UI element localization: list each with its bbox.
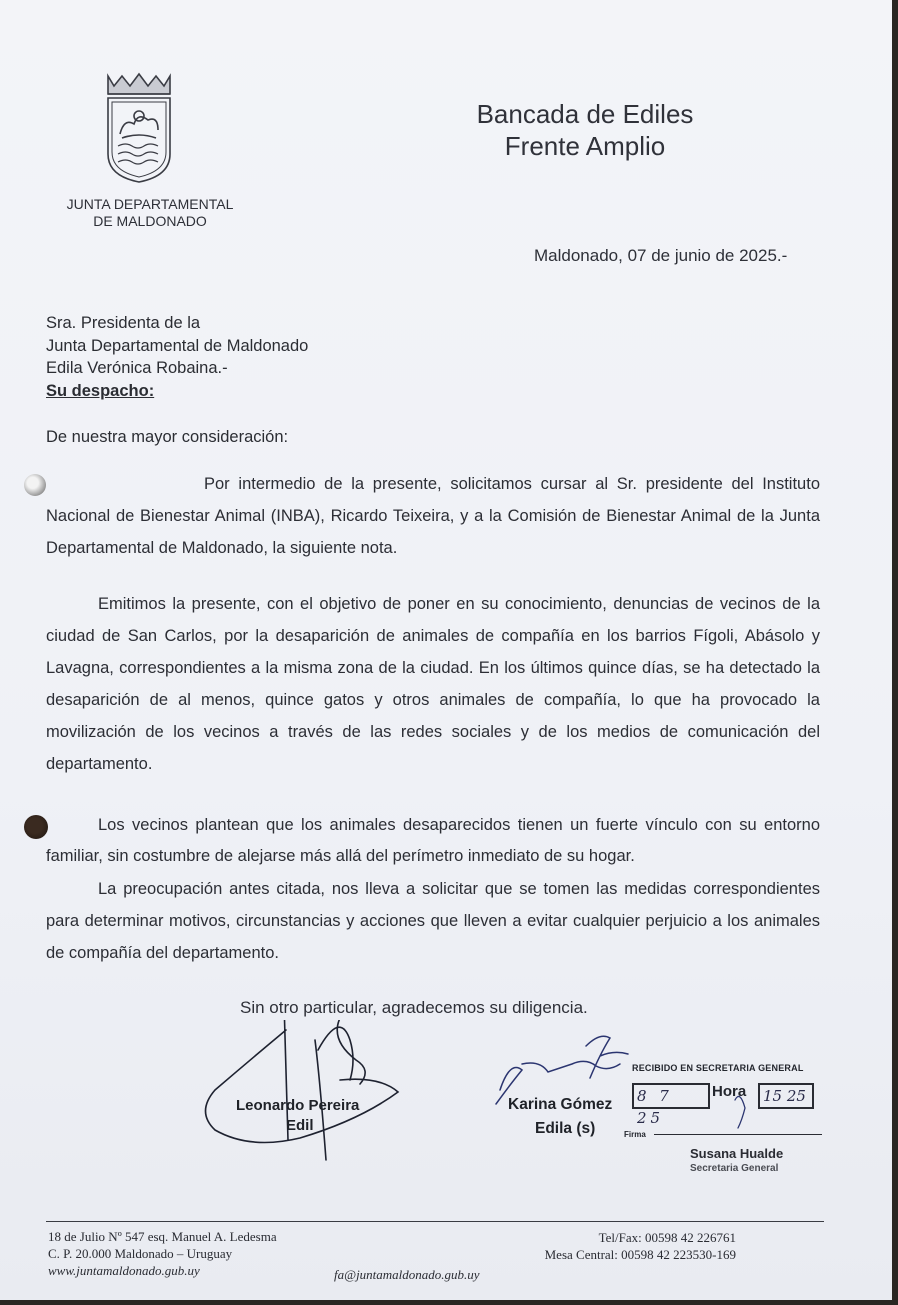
paragraph-text: Emitimos la presente, con el objetivo de poner en su conocimiento, denuncias de vecinos de la ciudad de San Carlos, por la desaparición de animales de compañía en los barrios Fígoli, Abásolo y Lavagna, correspondientes a la misma zona de la ciudad. En los últimos quince días, se ha detectado la desaparición de al menos, quince gatos y otros animales de compañía, lo que ha provocado la movilización de los vecinos a través de las redes sociales y de los medios de comunicación del departamento. [46,595,820,773]
punch-hole [24,815,48,839]
punch-hole [24,474,46,496]
received-stamp-date: 8 7 25 [632,1083,710,1109]
footer-phones [500,1229,736,1263]
letterhead-title-line1: Bancada de Ediles [476,99,694,129]
signer2-name: Karina Gómez [508,1096,613,1113]
footer-address-line1: 18 de Julio Nº 547 esq. Manuel A. Ledesma [48,1229,277,1244]
signature-line [654,1134,822,1135]
received-stamp-firma-label: Firma [624,1130,646,1139]
recipient-line2: Junta Departamental de Maldonado [46,336,309,355]
coat-of-arms-logo [100,72,178,184]
paragraph-text: Los vecinos plantean que los animales desaparecidos tienen un fuerte vínculo con su entorno familiar, sin costumbre de alejarse más allá del perímetro inmediato de su hogar. [46,816,820,865]
body-paragraph [46,873,820,969]
closing-line: Sin otro particular, agradecemos su diligencia. [240,998,588,1017]
signer1-role: Edil [286,1117,314,1134]
receiver-name: Susana Hualde [690,1146,784,1161]
letterhead-title-line2: Frente Amplio [504,131,666,161]
letter-date: Maldonado, 07 de junio de 2025.- [534,246,788,265]
recipient-block [46,312,308,402]
receiver-role: Secretaria General [690,1163,779,1174]
institution-name-line2: DE MALDONADO [93,213,207,229]
received-stamp-hora: 15 25 [758,1083,814,1109]
greeting: De nuestra mayor consideración: [46,428,289,446]
footer-address [48,1228,277,1279]
footer-phone-line2: Mesa Central: 00598 42 223530-169 [544,1247,736,1262]
received-stamp-label: RECIBIDO EN SECRETARIA GENERAL [632,1063,804,1073]
footer-address-line2: C. P. 20.000 Maldonado – Uruguay [48,1246,233,1261]
signer1-name: Leonardo Pereira [236,1097,360,1114]
footer-website: www.juntamaldonado.gub.uy [48,1263,200,1278]
recipient-line1: Sra. Presidenta de la [46,314,201,332]
footer-phone-line1: Tel/Fax: 00598 42 226761 [598,1230,736,1245]
institution-name-line1: JUNTA DEPARTAMENTAL [66,196,234,212]
paragraph-text: Por intermedio de la presente, solicitamos cursar al Sr. presidente del Instituto Nacional de Bienestar Animal (INBA), Ricardo Teixeira, y a la Comisión de Bienestar Animal de la Junta Departamental de Maldonado, la siguiente nota. [46,475,820,557]
recipient-line4: Su despacho: [46,381,155,400]
body-paragraph [46,588,820,780]
paragraph-text: La preocupación antes citada, nos lleva a solicitar que se tomen las medidas correspondientes para determinar motivos, circunstancias y acciones que lleven a evitar cualquier perjuicio a los animales de compañía del departamento. [46,880,820,962]
received-stamp-hora-label: Hora [712,1083,747,1100]
body-paragraph [46,810,820,872]
signer2-role: Edila (s) [535,1120,596,1137]
footer-email: fa@juntamaldonado.gub.uy [334,1267,480,1282]
institution-name [40,196,260,230]
footer-divider [46,1221,824,1222]
body-paragraph [46,468,820,564]
letterhead-title [440,98,730,162]
recipient-line3: Edila Verónica Robaina.- [46,359,228,377]
